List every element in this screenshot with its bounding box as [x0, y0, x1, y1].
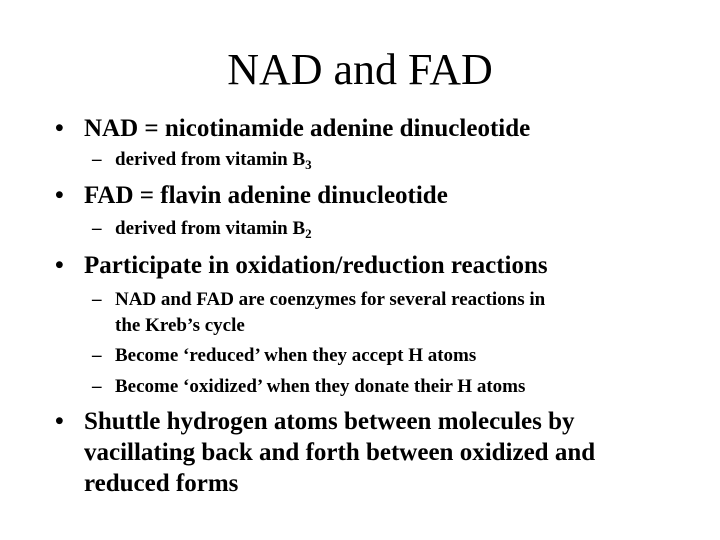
sub-bullet-marker: –: [92, 345, 102, 366]
sub-bullet-text: derived from vitamin $B_2$: [115, 218, 312, 241]
sub-bullet-text: NAD and FAD are coenzymes for several reactions in the Kreb’s cycle: [115, 289, 546, 336]
bullet-marker: •: [55, 115, 64, 142]
sub-bullet-text: Become ‘oxidized’ when they donate their H atoms: [115, 376, 526, 397]
slide-title: NAD and FAD: [227, 45, 493, 94]
bullet-text: NAD = nicotinamide adenine dinucleotide: [84, 115, 531, 142]
bullet-text: Shuttle hydrogen atoms between molecules by vacillating back and forth between oxidized and reduced forms: [84, 408, 596, 497]
subscript: 3: [305, 157, 312, 172]
bullet-marker: •: [55, 182, 64, 209]
bullet-marker: •: [55, 408, 64, 435]
bullet-marker: •: [55, 252, 64, 279]
sub-bullet-marker: –: [92, 149, 102, 170]
sub-bullet-marker: –: [92, 376, 102, 397]
subscript: 2: [305, 226, 312, 241]
sub-bullet-text: derived from vitamin $B_3$: [115, 149, 312, 172]
sub-bullet-marker: –: [92, 218, 102, 239]
sub-bullet-text: Become ‘reduced’ when they accept H atoms: [115, 345, 477, 366]
bullet-text: Participate in oxidation/reduction reactions: [84, 252, 548, 279]
sub-bullet-marker: –: [92, 289, 102, 310]
bullet-text: FAD = flavin adenine dinucleotide: [84, 182, 448, 209]
